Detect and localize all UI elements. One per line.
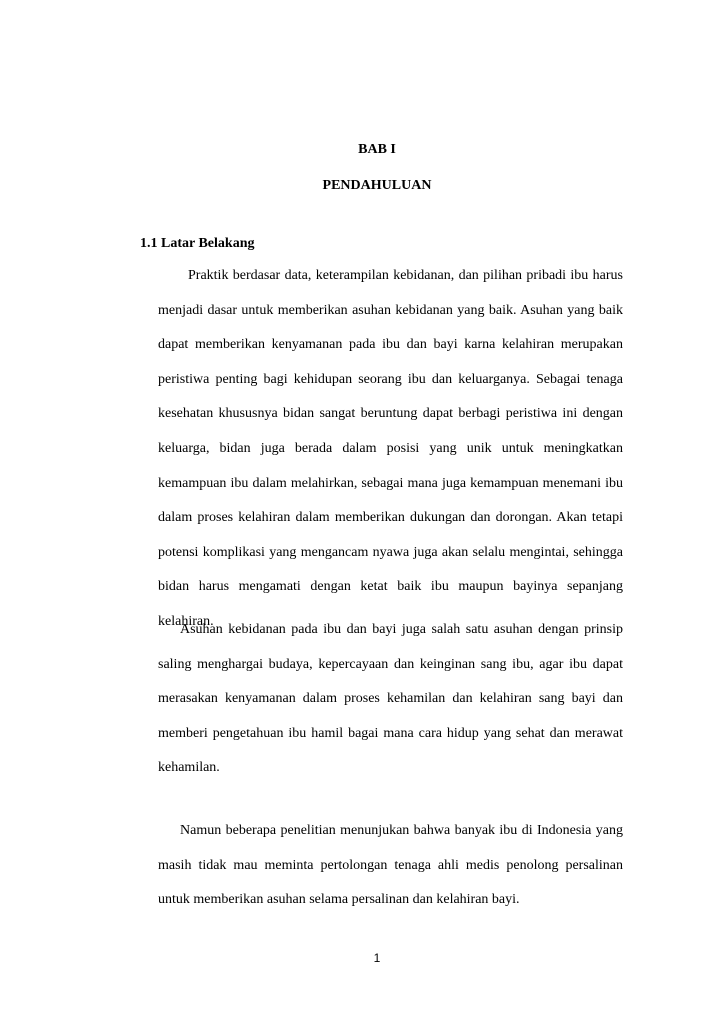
section-title: 1.1 Latar Belakang (140, 236, 255, 251)
body-paragraph: Namun beberapa penelitian menunjukan bahwa banyak ibu di Indonesia yang masih tidak mau meminta pertolongan tenaga ahli medis penolong persalinan untuk memberikan asuhan selama persalinan dan kelahiran bayi. (158, 823, 623, 908)
chapter-title: PENDAHULUAN (322, 178, 432, 193)
body-paragraph: Asuhan kebidanan pada ibu dan bayi juga salah satu asuhan dengan prinsip saling menghargai budaya, kepercayaan dan keinginan sang ibu, agar ibu dapat merasakan kenyamanan dalam proses kehamilan dan kelahiran sang bayi dan memberi pengetahuan ibu hamil bagai mana cara hidup yang sehat dan merawat kehamilan. (158, 622, 623, 776)
page-number: 1 (373, 951, 381, 965)
chapter-number: BAB I (358, 142, 396, 157)
body-paragraph: Praktik berdasar data, keterampilan kebidanan, dan pilihan pribadi ibu harus menjadi dasar untuk memberikan asuhan kebidanan yang baik. Asuhan yang baik dapat memberikan kenyamanan pada ibu dan bayi karna kelahiran merupakan peristiwa penting bagi kehidupan seorang ibu dan keluarganya. Sebagai tenaga kesehatan khususnya bidan sangat beruntung dapat berbagi peristiwa ini dengan keluarga, bidan juga berada dalam posisi yang unik untuk meningkatkan kemampuan ibu dalam melahirkan, sebagai mana juga kemampuan menemani ibu dalam proses kelahiran dalam memberikan dukungan dan dorongan. Akan tetapi potensi komplikasi yang mengancam nyawa juga akan selalu mengintai, sehingga bidan harus mengamati dengan ketat baik ibu maupun bayinya sepanjang kelahiran. (158, 268, 623, 629)
